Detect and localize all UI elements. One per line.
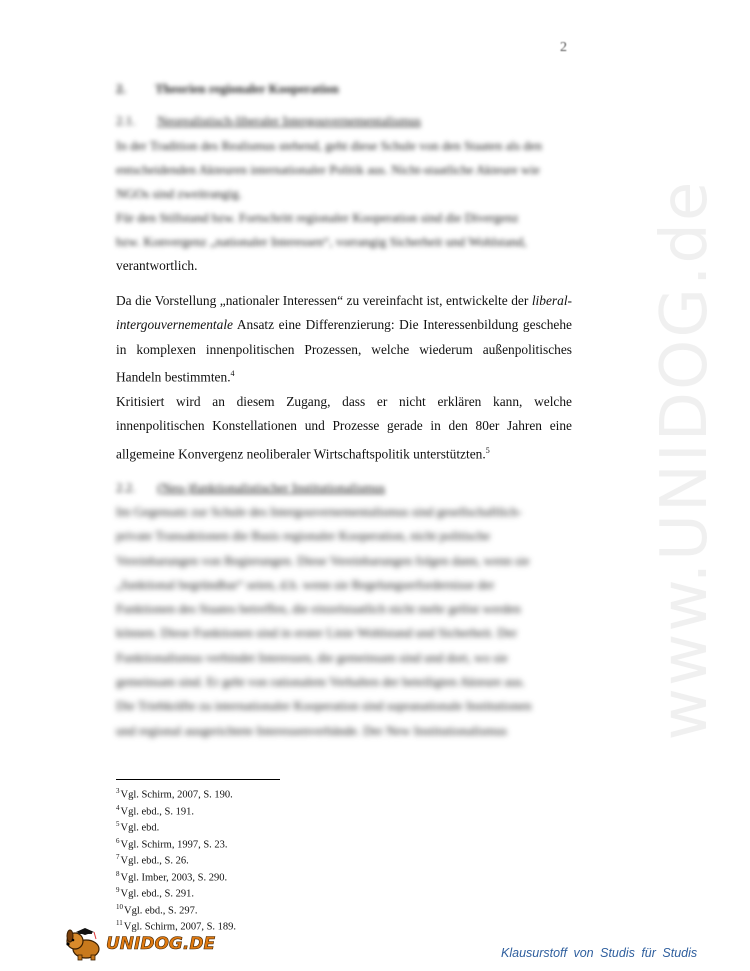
paragraph-2-start: Da die Vorstellung „nationaler Interessen“ zu vereinfacht ist, entwickelte der: [116, 292, 529, 308]
footnote: $^8$Vgl. Imber, 2003, S. 290.: [116, 869, 228, 883]
blurred-line: bzw. Konvergenz „nationaler Interessen“, vorrangig Sicherheit und Wohlstand,: [116, 234, 527, 249]
blurred-line: gemeinsam sind. Er geht von rationalem Verhalten der beteiligten Akteure aus.: [116, 674, 526, 690]
logo-text: UNIDOG.DE: [106, 934, 216, 954]
footnote-ref: 5: [485, 445, 490, 455]
footnote: $^9$Vgl. ebd., S. 291.: [116, 886, 194, 900]
blurred-line: private Transaktionen die Basis regionaler Kooperation, nicht politische: [116, 528, 491, 544]
footnote: $^4$Vgl. ebd., S. 191.: [116, 803, 194, 817]
blurred-line: Funktionen des Staates betreffen, die einzelstaatlich nicht mehr gelöst werden: [116, 601, 521, 617]
section-title: Theorien regionaler Kooperation: [155, 81, 339, 96]
footnote: $^{10}$Vgl. ebd., S. 297.: [116, 902, 198, 916]
blurred-line: Im Gegensatz zur Schule des Intergouvernementalismus sind gesellschaftlich-: [116, 504, 522, 519]
paragraph-2-rest: Ansatz eine Differenzierung: Die Interessenbildung geschehe in komplexen innenpolitischen Prozessen, welche wiederum außenpolitisches Handeln bestimmten.: [116, 317, 572, 385]
subsection-1-title: Neorealistisch-liberaler Intergouvernementalismus: [157, 113, 421, 128]
paragraph-2: [116, 289, 572, 390]
blurred-paragraph-2: [116, 500, 572, 743]
readable-text: [116, 254, 572, 467]
line-verantwortlich: verantwortlich.: [116, 258, 198, 273]
blurred-line: können. Diese Funktionen sind in erster Linie Wohlstand und Sicherheit. Der: [116, 625, 517, 641]
blurred-line: und regional ausgerichtete Interessenverbände. Der New Institutionalismus: [116, 722, 507, 738]
blurred-line: Funktionalismus verbindet Interessen, die gemeinsam sind und dort, wo sie: [116, 649, 508, 665]
subsection-1-number: 2.1.: [116, 113, 136, 128]
blurred-line: „funktional begründbar“ seien, d.h. wenn sie Regelungserfordernisse der: [116, 576, 495, 592]
section-heading: [116, 81, 339, 97]
blurred-line: In der Tradition des Realismus stehend, geht diese Schule von den Staaten als den: [116, 138, 543, 153]
blurred-line: NGOs sind zweitrangig.: [116, 186, 243, 201]
blurred-line: Für den Stillstand bzw. Fortschritt regionaler Kooperation sind die Divergenz: [116, 210, 519, 225]
blurred-line: Vereinbarungen von Regierungen. Diese Vereinbarungen folgen dann, wenn sie: [116, 552, 530, 568]
footnote: $^3$Vgl. Schirm, 2007, S. 190.: [116, 787, 233, 801]
paragraph-2-italic: liberal-intergouvernementale: [116, 292, 572, 332]
footnotes: [116, 785, 236, 934]
dog-icon: [64, 927, 104, 961]
footnote: $^7$Vgl. ebd., S. 26.: [116, 853, 189, 867]
footnote-separator: [116, 779, 280, 780]
paragraph-3-text: Kritisiert wird an diesem Zugang, dass er nicht erklären kann, welche innenpolitischen Konstellationen und Prozesse gerade in den 80er Jahren eine allgemeine Konvergenz neoliberaler Wirtschaftspolitik unterstützten.: [116, 393, 572, 462]
unidog-logo[interactable]: [64, 926, 215, 962]
subsection-heading-2: [116, 480, 385, 496]
watermark: [600, 179, 750, 741]
subsection-2-number: 2.2.: [116, 480, 136, 495]
subsection-2-title: (Neo-)funktionalistischer Institutionalismus: [157, 480, 386, 495]
footnote: $^5$Vgl. ebd.: [116, 820, 160, 834]
footnote: $^{11}$Vgl. Schirm, 2007, S. 189.: [116, 919, 237, 933]
page-number: 2: [560, 40, 567, 55]
watermark-text: www.UNIDOG.de: [648, 179, 722, 741]
footnote: $^6$Vgl. Schirm, 1997, S. 23.: [116, 836, 228, 850]
blurred-paragraph-1: [116, 134, 572, 254]
footnote-ref: 4: [230, 369, 235, 378]
subsection-heading-1: [116, 113, 421, 129]
section-number: 2.: [116, 81, 126, 96]
blurred-line: Die Triebkräfte zu internationaler Kooperation sind supranationale Institutionen: [116, 698, 532, 714]
tagline: Klausurstoff von Studis für Studis: [501, 946, 698, 960]
paragraph-3: [116, 390, 572, 467]
blurred-line: entscheidenden Akteuren internationaler Politik aus. Nicht-staatliche Akteure wie: [116, 162, 540, 177]
